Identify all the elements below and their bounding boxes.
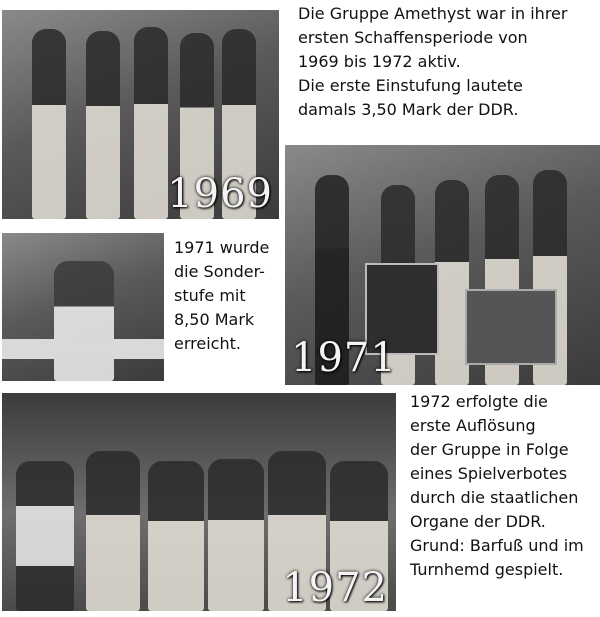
band-member-figure [435,180,469,385]
photo-1971-band [285,145,600,385]
keyboard-instrument [2,339,164,359]
band-member-figure [86,31,120,219]
caption-1972: 1972 erfolgte die erste Auflösung der Gruppe in Folge eines Spielverbotes durch die staatlichen Organe der DDR. Grund: Barfuß und im Turnhemd gespielt. [410,392,584,579]
photo-year-label: 1972 [282,565,388,611]
caption-1971: 1971 wurde die Sonder- stufe mit 8,50 Mark erreicht. [174,238,270,353]
photo-year-label: 1971 [291,335,397,381]
band-member-figure [86,451,140,611]
band-member-figure [16,461,74,611]
amplifier [465,289,557,365]
band-member-figure [148,461,204,611]
photo-year-label: 1969 [167,171,273,217]
band-member-figure [208,459,264,611]
photo-1972 [2,393,396,611]
band-member-figure [134,27,168,219]
photo-1971-keyboard-player [2,233,164,381]
caption-1969: Die Gruppe Amethyst war in ihrer ersten Schaffensperiode von 1969 bis 1972 aktiv. Die erste Einstufung lautete damals 3,50 Mark der DDR. [298,4,568,119]
keyboard-player-figure [54,261,114,381]
photo-1969 [2,10,279,219]
band-member-figure [32,29,66,219]
